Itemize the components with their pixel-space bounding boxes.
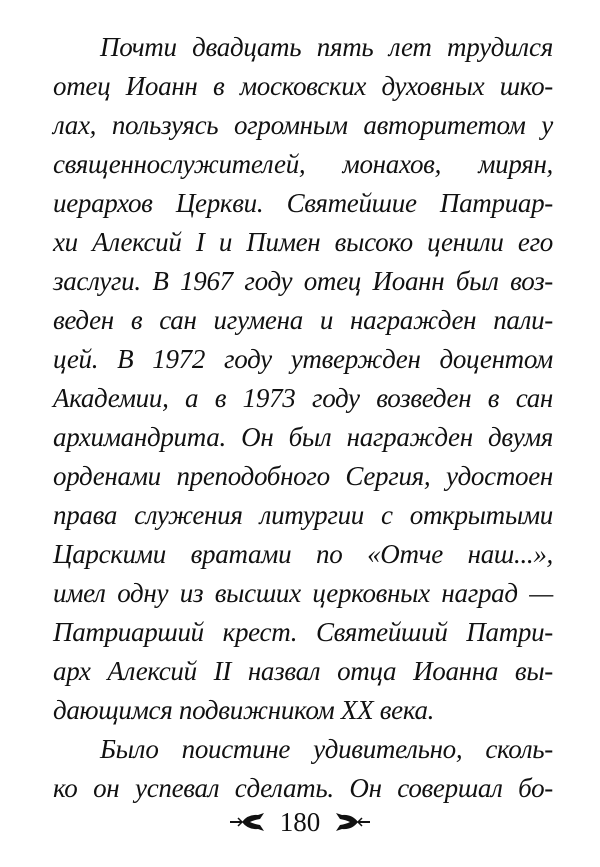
text-line: арх Алексий II назвал отца Иоанна вы- bbox=[53, 656, 553, 686]
text-line: веден в сан игумена и награжден пали- bbox=[53, 305, 553, 335]
text-line: отец Иоанн в московских духовных шко- bbox=[53, 71, 553, 101]
left-ornament-icon bbox=[228, 811, 268, 833]
text-line: ко он успевал сделать. Он совершал бо- bbox=[53, 773, 553, 803]
text-line: Было поистине удивительно, сколь- bbox=[100, 734, 553, 764]
text-line: имел одну из высших церковных наград — bbox=[53, 578, 553, 608]
text-line: цей. В 1972 году утвержден доцентом bbox=[53, 344, 553, 374]
page-number: 180 bbox=[279, 806, 321, 837]
right-ornament-icon bbox=[332, 811, 372, 833]
text-line: лах, пользуясь огромным авторитетом у bbox=[53, 110, 553, 140]
text-line: права служения литургии с открытыми bbox=[53, 500, 553, 530]
text-line: Академии, а в 1973 году возведен в сан bbox=[53, 383, 553, 413]
body-text bbox=[53, 28, 553, 808]
text-line: дающимся подвижником XX века. bbox=[53, 695, 435, 725]
text-line: архимандрита. Он был награжден двумя bbox=[53, 422, 553, 452]
page-footer bbox=[0, 802, 600, 842]
text-line: священнослужителей, монахов, мирян, bbox=[53, 149, 553, 179]
text-line: хи Алексий I и Пимен высоко ценили его bbox=[53, 227, 553, 257]
text-line: заслуги. В 1967 году отец Иоанн был воз- bbox=[53, 266, 553, 296]
text-line: орденами преподобного Сергия, удостоен bbox=[53, 461, 553, 491]
text-line: Царскими вратами по «Отче наш...», bbox=[53, 539, 553, 569]
text-line: Патриарший крест. Святейший Патри- bbox=[53, 617, 553, 647]
text-line: иерархов Церкви. Святейшие Патриар- bbox=[53, 188, 553, 218]
text-line: Почти двадцать пять лет трудился bbox=[100, 32, 553, 62]
